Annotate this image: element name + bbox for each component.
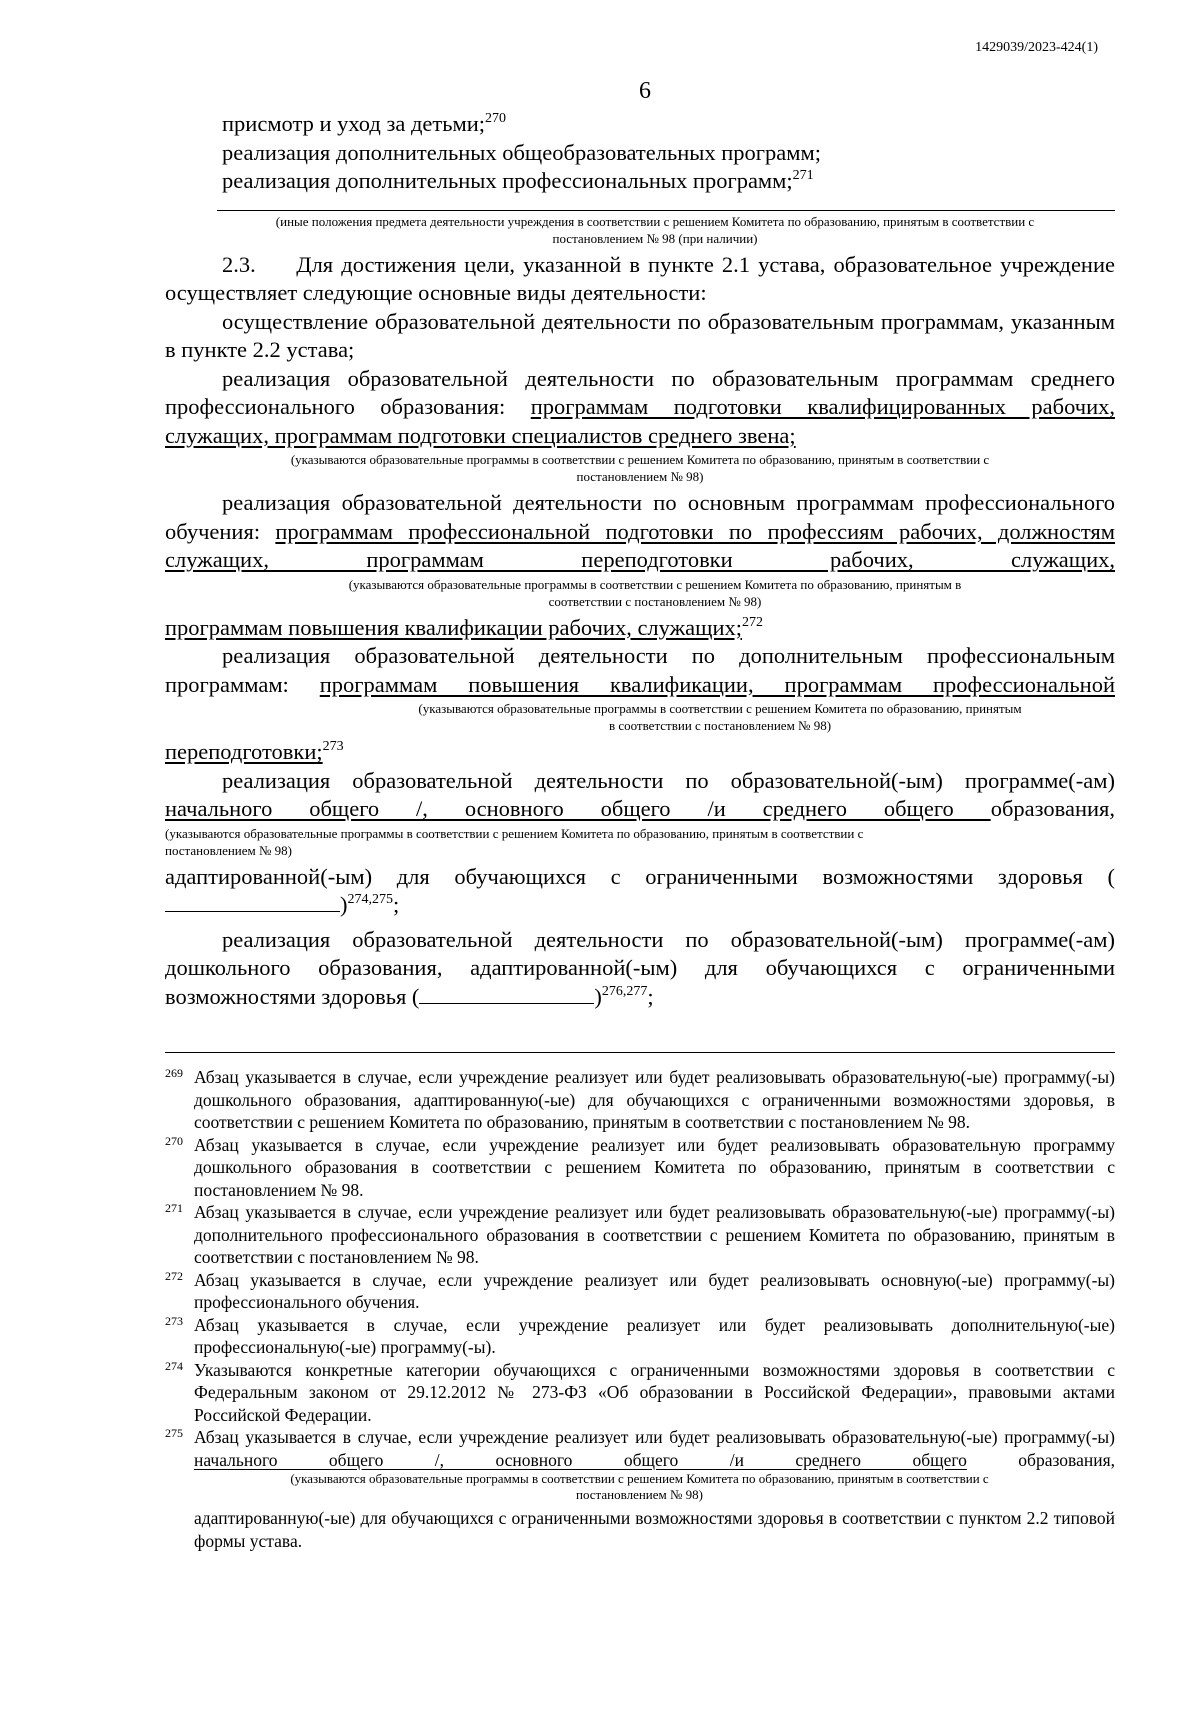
fill-line <box>217 210 1115 211</box>
list-item: присмотр и уход за детьми;$^{270}$ <box>222 111 507 136</box>
footnote: 274 Указываются конкретные категории обучающихся с ограниченными возможностями здоровья в соответствии с Федеральным законом от 29.12.2012 № 273-ФЗ «Об образовании в Российской Федерации», правовыми актами Российской Федерации. <box>165 1358 1115 1425</box>
section-2-3: 2.3. Для достижения цели, указанной в пункте 2.1 устава, образовательное учреждение осуществляет следующие основные виды деятельности: <box>165 251 1115 305</box>
activity-3-cont: программам повышения квалификации рабочих, служащих;$^{272}$ <box>165 614 764 640</box>
note-programs: (указываются образовательные программы в соответствии с решением Комитета по образованию, принятым в соответствии с постановлением № 98) <box>165 825 864 858</box>
document-number: 1429039/2023-424(1) <box>975 40 1098 55</box>
page-number: 6 <box>639 78 651 104</box>
note-other-provisions: (иные положения предмета деятельности учреждения в соответствии с решением Комитета по образованию, принятым в соответствии с постановлением № 98 (при наличии) <box>275 213 1035 246</box>
activity-2: реализация образовательной деятельности по образовательным программам среднего профессионального образования: программам подготовки квалифицированных рабочих, служащих, программам подготовки специалистов среднего звена; <box>165 365 1115 448</box>
note-programs: (указываются образовательные программы в соответствии с решением Комитета по образованию, принятым в соответствии с постановлением № 98) <box>418 701 1022 733</box>
footnote: 273 Абзац указывается в случае, если учреждение реализует или будет реализовывать дополнительную(-ые) профессиональную(-ые) программу(-ы). <box>165 1313 1115 1357</box>
footnote: 272 Абзац указывается в случае, если учреждение реализует или будет реализовывать основную(-ые) программу(-ы) профессионального обучения. <box>165 1268 1115 1312</box>
note-programs: (указываются образовательные программы в соответствии с решением Комитета по образованию, принятым в соответствии с постановлением № 98) <box>290 1471 989 1502</box>
note-programs: (указываются образовательные программы в соответствии с решением Комитета по образованию, принятым в соответствии с постановлением № 98) <box>348 576 962 609</box>
footnote: 271 Абзац указывается в случае, если учреждение реализует или будет реализовывать образовательную(-ые) программу(-ы) дополнительного профессионального образования в соответствии с решением Комитета по образованию, принятым в соответствии с постановлением № 98. <box>165 1201 1115 1267</box>
footnote: 270 Абзац указывается в случае, если учреждение реализует или будет реализовывать образовательную программу дошкольного образования в соответствии с решением Комитета по образованию, принятым в соответствии с постановлением № 98. <box>165 1133 1115 1200</box>
main-text <box>165 110 1115 1011</box>
activity-4: реализация образовательной деятельности по дополнительным профессиональным программам: программам повышения квалификации, программам профессиональной <box>165 643 1115 697</box>
list-item: реализация дополнительных общеобразовательных программ; <box>222 139 821 165</box>
activity-6: реализация образовательной деятельности по образовательной(-ым) программе(-ам) дошкольного образования, адаптированной(-ым) для обучающихся с ограниченными возможностями здоровья ( )$^{276,277}$; <box>165 926 1115 1009</box>
activity-5: реализация образовательной деятельности по образовательной(-ым) программе(-ам) начального общего /, основного общего /и среднего общего образования, <box>165 767 1115 821</box>
footnote-separator <box>165 1052 1115 1053</box>
activity-1: осуществление образовательной деятельности по образовательным программам, указанным в пункте 2.2 устава; <box>165 308 1115 362</box>
list-item: реализация дополнительных профессиональных программ;$^{271}$ <box>222 168 814 193</box>
footnote: 275 Абзац указывается в случае, если учреждение реализует или будет реализовывать образовательную(-ые) программу(-ы) начального общего /, основного общего /и среднего общего образования, (указываются образовательные программы в соответствии с решением Комитета по образованию, принятым в соответствии с постановлением № 98) адаптированную(-ые) для обучающихся с ограниченными возможностями здоровья в соответствии с пунктом 2.2 типовой формы устава. <box>165 1426 1115 1551</box>
activity-5-cont: адаптированной(-ым) для обучающихся с ограниченными возможностями здоровья ()$^{274,275}$; <box>165 863 1115 917</box>
footnotes <box>165 1066 1115 1552</box>
blank-field <box>419 985 594 1004</box>
activity-3: реализация образовательной деятельности по основным программам профессионального обучения: программам профессиональной подготовки по профессиям рабочих, должностям служащих, программам переподготовки рабочих, служащих, <box>165 490 1116 572</box>
note-programs: (указываются образовательные программы в соответствии с решением Комитета по образованию, принятым в соответствии с постановлением № 98) <box>290 452 990 484</box>
blank-field <box>165 893 340 912</box>
footnote: 269 Абзац указывается в случае, если учреждение реализует или будет реализовывать образовательную(-ые) программу(-ы) дошкольного образования, адаптированную(-ые) для обучающихся с ограниченными возможностями здоровья, в соответствии с решением Комитета по образованию, принятым в соответствии с постановлением № 98. <box>165 1066 1115 1132</box>
activity-4-cont: переподготовки;$^{273}$ <box>165 739 344 764</box>
